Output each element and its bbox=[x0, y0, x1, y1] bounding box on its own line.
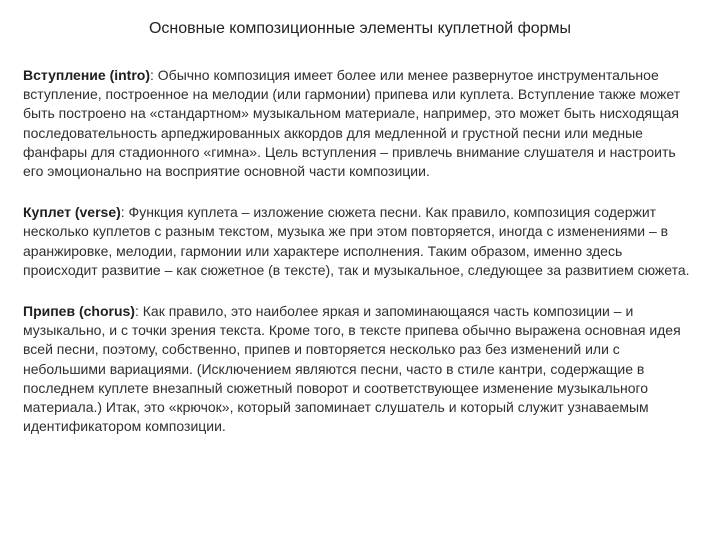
paragraph-chorus-text: : Как правило, это наиболее яркая и запоминающаяся часть композиции – и музыкально, и с точки зрения текста. Кроме того, в тексте припева обычно выражена основная идея всей песни, поэтому, собственно, припев и повторяется несколько раз без изменений или с небольшими вариациями. (Исключением являются песни, часто в стиле кантри, содержащие в последнем куплете внезапный сюжетный поворот и соответствующее изменение музыкального материала.) Итак, это «крючок», который запоминает слушатель и который служит узнаваемым идентификатором композиции. bbox=[23, 303, 681, 435]
term-intro: Вступление (intro) bbox=[23, 67, 151, 83]
term-chorus: Припев (chorus) bbox=[23, 303, 135, 320]
paragraph-verse bbox=[23, 203, 699, 280]
paragraph-chorus bbox=[23, 302, 699, 436]
paragraph-intro bbox=[23, 66, 699, 181]
term-verse: Куплет (verse) bbox=[23, 204, 121, 221]
paragraph-intro-text: : Обычно композиция имеет более или менее развернутое инструментальное вступление, построенное на мелодии (или гармонии) припева или куплета. Вступление также может быть построено на «стандартном» музыкальном материале, например, это может быть нисходящая последовательность арпеджированных аккордов для медленной и грустной песни или медные фанфары для стадионного «гимна». Цель вступления – привлечь внимание слушателя и настроить его эмоционально на восприятие основной части композиции. bbox=[23, 67, 681, 180]
slide-title: Основные композиционные элементы куплетной формы bbox=[148, 20, 572, 37]
slide-body bbox=[23, 66, 699, 458]
paragraph-verse-text: : Функция куплета – изложение сюжета песни. Как правило, композиция содержит несколько куплетов с разным текстом, музыка же при этом повторяется, иногда с изменениями – в аранжировке, мелодии, гармонии или характере исполнения. Таким образом, именно здесь происходит развитие – как сюжетное (в тексте), так и музыкальное, следующее за развитием сюжета. bbox=[23, 204, 690, 278]
